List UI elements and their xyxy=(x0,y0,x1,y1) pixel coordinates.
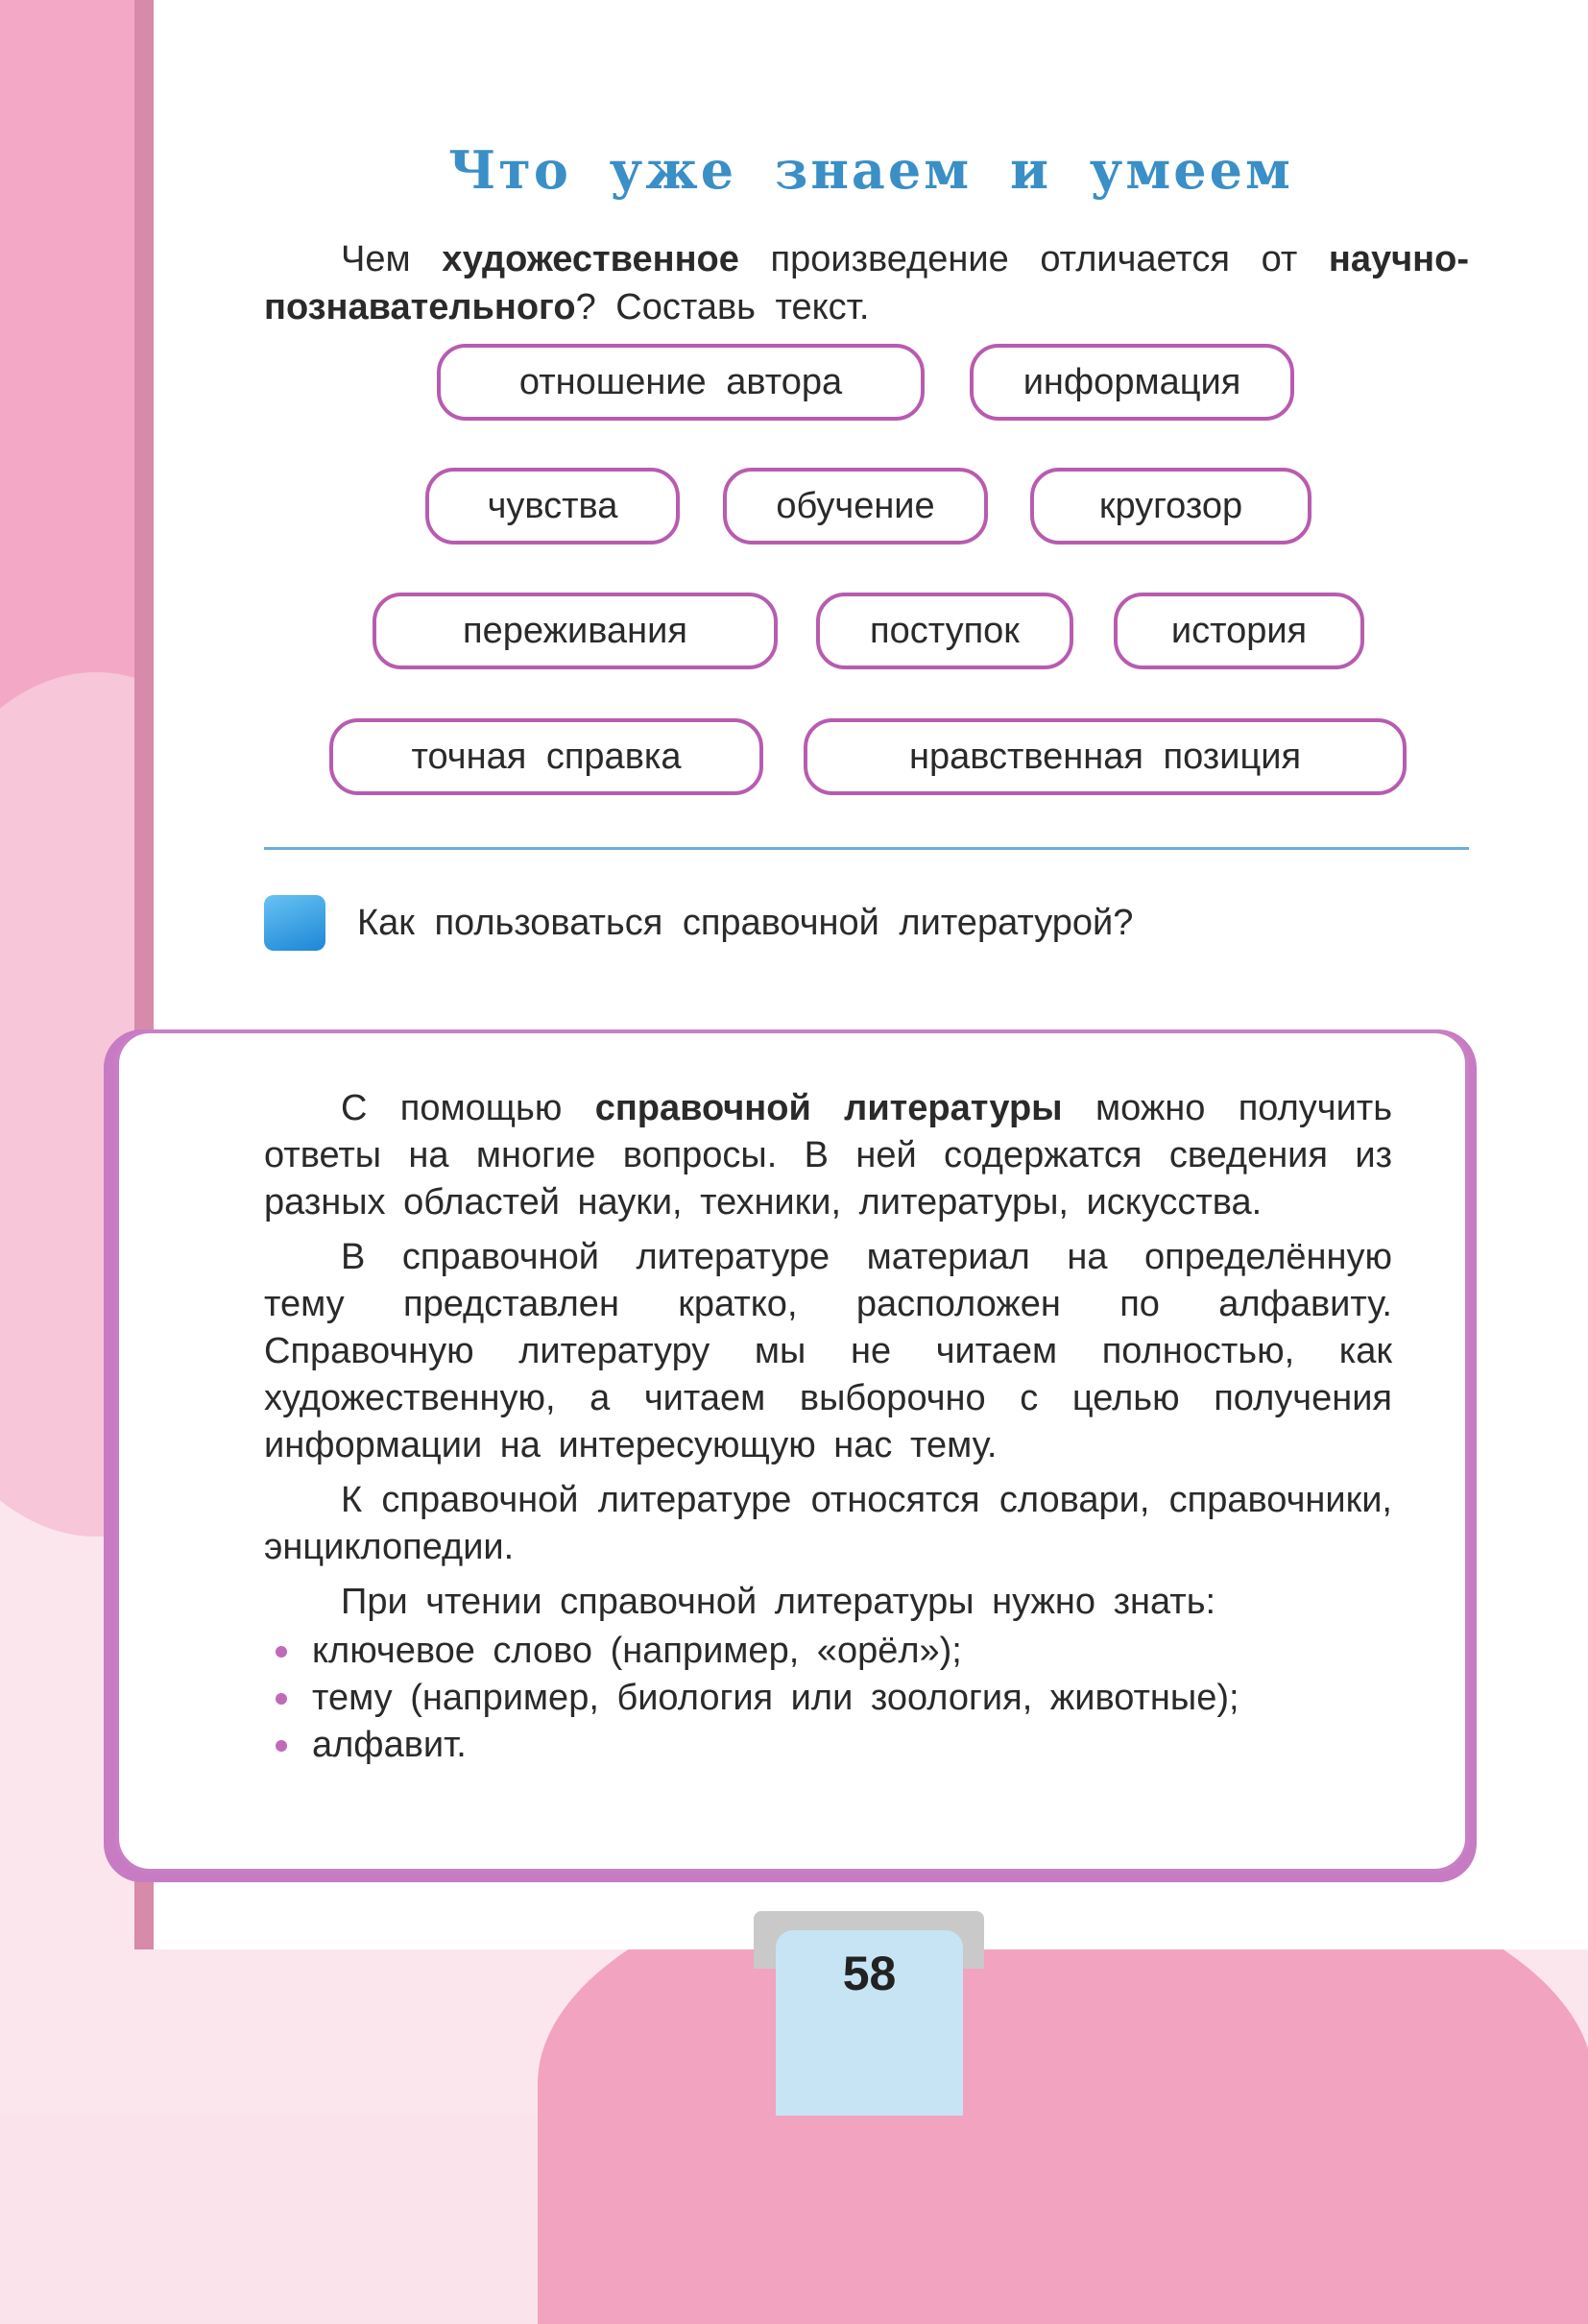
page-title: Что уже знаем и умеем xyxy=(448,139,1293,201)
card-bullet-list xyxy=(264,1628,1392,1769)
intro-bold-1: художественное xyxy=(442,239,739,279)
chip-attitude-author: отношение автора xyxy=(437,344,925,421)
intro-text-3: ? Составь текст. xyxy=(575,287,870,327)
chip-outlook: кругозор xyxy=(1030,468,1311,545)
card-p1-bold: справочной литературы xyxy=(594,1088,1063,1128)
card-paragraph-2: В справочной литературе материал на определённую тему представлен кратко, расположен по алфавиту. Справочную литературу мы не читаем полностью, как художественную, а читаем выборочно с целью получения информации на интересующую нас тему. xyxy=(264,1237,1392,1465)
list-item xyxy=(264,1722,1392,1769)
intro-bold-2: научно-познавательного xyxy=(264,239,1469,327)
chip-moral-position: нравственная позиция xyxy=(804,718,1407,795)
list-item xyxy=(264,1628,1392,1675)
chip-story: история xyxy=(1114,593,1364,669)
bullet-dot-icon xyxy=(276,1740,287,1752)
info-card-text xyxy=(264,1085,1392,1769)
bullet-dot-icon xyxy=(276,1646,287,1658)
chip-exact-reference: точная справка xyxy=(329,718,763,795)
chip-experiences: переживания xyxy=(373,593,778,669)
bullet-dot-icon xyxy=(276,1693,287,1705)
chip-deed: поступок xyxy=(816,593,1073,669)
page-number: 58 xyxy=(776,1930,963,2116)
card-paragraph-1 xyxy=(264,1085,1392,1226)
list-item xyxy=(264,1675,1392,1722)
list-item-text: алфавит. xyxy=(312,1725,467,1765)
list-item-text: тему (например, биология или зоология, животные); xyxy=(312,1678,1239,1718)
card-p1-rest: можно получить ответы на многие вопросы. В ней содержатся сведения из разных областей науки, техники, литературы, искусства. xyxy=(264,1088,1392,1223)
chip-learning: обучение xyxy=(723,468,988,545)
section-divider xyxy=(264,847,1469,850)
card-p1-start: С помощью xyxy=(341,1088,595,1128)
card-paragraph-3: К справочной литературе относятся словари, справочники, энциклопедии. xyxy=(264,1480,1392,1567)
chip-information: информация xyxy=(970,344,1294,421)
list-item-text: ключевое слово (например, «орёл»); xyxy=(312,1631,962,1671)
word-chips xyxy=(0,0,1588,864)
question-square-icon xyxy=(264,895,325,951)
intro-text-2: произведение отличается от xyxy=(738,239,1329,279)
section-question: Как пользоваться справочной литературой? xyxy=(357,903,1134,943)
chip-feelings: чувства xyxy=(425,468,680,545)
card-paragraph-4: При чтении справочной литературы нужно знать: xyxy=(341,1582,1216,1622)
intro-text-1: Чем xyxy=(341,239,443,279)
